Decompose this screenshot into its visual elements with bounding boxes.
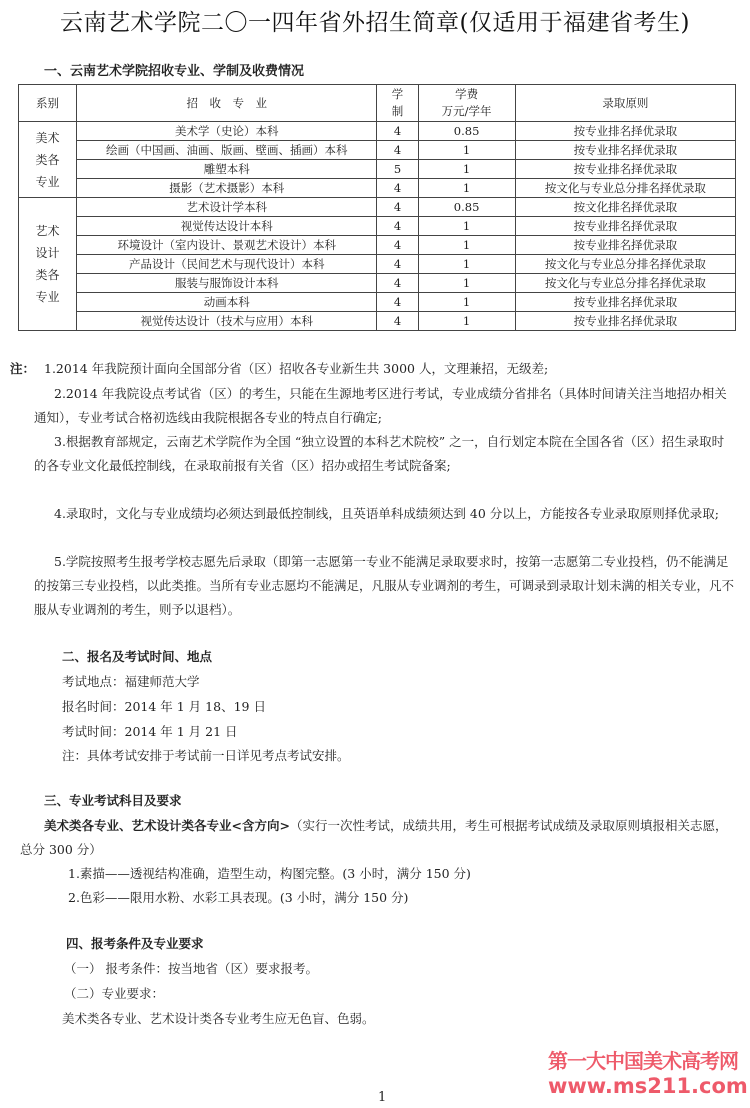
rule-cell: 按专业排名择优录取 xyxy=(515,141,735,160)
requirement-1: （一） 报考条件：按当地省（区）要求报考。 xyxy=(64,961,318,976)
header-fee xyxy=(418,85,515,122)
header-fee-line2: 万元/学年 xyxy=(441,104,492,118)
majors-table xyxy=(18,84,736,331)
requirement-2-detail: 美术类各专业、艺术设计类各专业考生应无色盲、色弱。 xyxy=(62,1011,375,1026)
header-dept: 系别 xyxy=(19,85,77,122)
fee-cell: 1 xyxy=(418,274,515,293)
watermark-site-name: 第一大中国美术高考网 xyxy=(548,1049,738,1073)
rule-cell: 按专业排名择优录取 xyxy=(515,293,735,312)
header-years-line2: 制 xyxy=(391,104,404,118)
years-cell: 4 xyxy=(377,312,418,331)
major-cell: 视觉传达设计本科 xyxy=(77,217,377,236)
watermark-url: www.ms211.com xyxy=(548,1074,748,1098)
years-cell: 4 xyxy=(377,198,418,217)
years-cell: 4 xyxy=(377,217,418,236)
rule-cell: 按专业排名择优录取 xyxy=(515,217,735,236)
note-4: 4.录取时，文化与专业成绩均必须达到最低控制线，且英语单科成绩须达到 40 分以上，方能按各专业录取原则择优录取; xyxy=(54,506,719,521)
years-cell: 4 xyxy=(377,179,418,198)
fee-cell: 1 xyxy=(418,217,515,236)
table-row xyxy=(19,274,736,293)
page-title: 云南艺术学院二〇一四年省外招生简章(仅适用于福建省考生) xyxy=(60,10,690,36)
header-fee-line1: 学费 xyxy=(455,87,479,101)
years-cell: 4 xyxy=(377,141,418,160)
major-cell: 视觉传达设计（技术与应用）本科 xyxy=(77,312,377,331)
years-cell: 4 xyxy=(377,236,418,255)
rule-cell: 按文化与专业总分排名择优录取 xyxy=(515,274,735,293)
major-cell: 美术学（史论）本科 xyxy=(77,122,377,141)
rule-cell: 按文化与专业总分排名择优录取 xyxy=(515,179,735,198)
header-years xyxy=(377,85,418,122)
major-cell: 服装与服饰设计本科 xyxy=(77,274,377,293)
years-cell: 4 xyxy=(377,274,418,293)
table-row xyxy=(19,198,736,217)
years-cell: 4 xyxy=(377,255,418,274)
years-cell: 4 xyxy=(377,293,418,312)
rule-cell: 按专业排名择优录取 xyxy=(515,312,735,331)
fee-cell: 1 xyxy=(418,160,515,179)
exam-time: 考试时间：2014 年 1 月 21 日 xyxy=(62,724,238,739)
section3-intro xyxy=(20,814,735,862)
rule-cell: 按专业排名择优录取 xyxy=(515,160,735,179)
fee-cell: 0.85 xyxy=(418,198,515,217)
note-1: 1.2014 年我院预计面向全国部分省（区）招收各专业新生共 3000 人，文理兼招，无级差; xyxy=(44,361,549,376)
rule-cell: 按文化与专业总分排名择优录取 xyxy=(515,255,735,274)
major-cell: 环境设计（室内设计、景观艺术设计）本科 xyxy=(77,236,377,255)
requirement-2: （二）专业要求： xyxy=(64,986,165,1001)
dept-label: 美术类各专业 xyxy=(35,130,60,189)
fee-cell: 1 xyxy=(418,236,515,255)
notes-label: 注： xyxy=(10,361,36,376)
rule-cell: 按专业排名择优录取 xyxy=(515,122,735,141)
major-cell: 雕塑本科 xyxy=(77,160,377,179)
fee-cell: 1 xyxy=(418,312,515,331)
section1-heading: 一、云南艺术学院招收专业、学制及收费情况 xyxy=(44,64,305,79)
section3-intro-rest: （实行一次性考试，成绩共用，考生可根据考试成绩及录取原则填报相关志愿，总分 300 分） xyxy=(20,818,728,857)
note-5: 5.学院按照考生报考学校志愿先后录取（即第一志愿第一专业不能满足录取要求时，按第一志愿第二专业投档，仍不能满足的按第三专业投档，以此类推。当所有专业志愿均不能满足，凡服从专业调剂的考生，可调录到录取计划未满的相关专业，凡不服从专业调剂的考生，则予以退档）。 xyxy=(34,554,735,617)
fee-cell: 1 xyxy=(418,255,515,274)
major-cell: 艺术设计学本科 xyxy=(77,198,377,217)
table-row xyxy=(19,141,736,160)
exam-location: 考试地点：福建师范大学 xyxy=(62,674,200,689)
dept-cell xyxy=(19,122,77,198)
note-3: 3.根据教育部规定，云南艺术学院作为全国 “独立设置的本科艺术院校” 之一，自行划定本院在全国各省（区）招生录取时的各专业文化最低控制线，在录取前报有关省（区）招办或招生考试院备案; xyxy=(34,434,725,473)
registration-time: 报名时间：2014 年 1 月 18、19 日 xyxy=(62,699,266,714)
table-row xyxy=(19,312,736,331)
fee-cell: 0.85 xyxy=(418,122,515,141)
table-row xyxy=(19,217,736,236)
table-row xyxy=(19,122,736,141)
fee-cell: 1 xyxy=(418,293,515,312)
dept-label: 艺术设计类各专业 xyxy=(35,224,60,304)
major-cell: 动画本科 xyxy=(77,293,377,312)
years-cell: 5 xyxy=(377,160,418,179)
table-row xyxy=(19,160,736,179)
table-row xyxy=(19,236,736,255)
table-row xyxy=(19,255,736,274)
exam-item-sketch: 1.素描——透视结构准确，造型生动，构图完整。(3 小时，满分 150 分) xyxy=(68,866,471,881)
major-cell: 绘画（中国画、油画、版画、壁画、插画）本科 xyxy=(77,141,377,160)
dept-cell xyxy=(19,198,77,331)
section2-heading: 二、报名及考试时间、地点 xyxy=(62,649,213,664)
years-cell: 4 xyxy=(377,122,418,141)
section3-intro-bold: 美术类各专业、艺术设计类各专业<含方向> xyxy=(44,818,290,833)
header-rule: 录取原则 xyxy=(515,85,735,122)
rule-cell: 按专业排名择优录取 xyxy=(515,236,735,255)
fee-cell: 1 xyxy=(418,179,515,198)
fee-cell: 1 xyxy=(418,141,515,160)
major-cell: 产品设计（民间艺术与现代设计）本科 xyxy=(77,255,377,274)
rule-cell: 按文化排名择优录取 xyxy=(515,198,735,217)
table-row xyxy=(19,293,736,312)
page-number: 1 xyxy=(378,1090,387,1105)
header-years-line1: 学 xyxy=(391,87,404,101)
table-row xyxy=(19,179,736,198)
section4-heading: 四、报考条件及专业要求 xyxy=(66,936,204,951)
header-major: 招 收 专 业 xyxy=(77,85,377,122)
note-2: 2.2014 年我院设点考试省（区）的考生，只能在生源地考区进行考试，专业成绩分省排名（具体时间请关注当地招办相关通知），专业考试合格初选线由我院根据各专业的特点自行确定; xyxy=(34,386,727,425)
table-header-row xyxy=(19,85,736,122)
exam-item-color: 2.色彩——限用水粉、水彩工具表现。(3 小时，满分 150 分) xyxy=(68,890,409,905)
major-cell: 摄影（艺术摄影）本科 xyxy=(77,179,377,198)
section3-heading: 三、专业考试科目及要求 xyxy=(44,793,182,808)
exam-note: 注：具体考试安排于考试前一日详见考点考试安排。 xyxy=(62,748,350,763)
